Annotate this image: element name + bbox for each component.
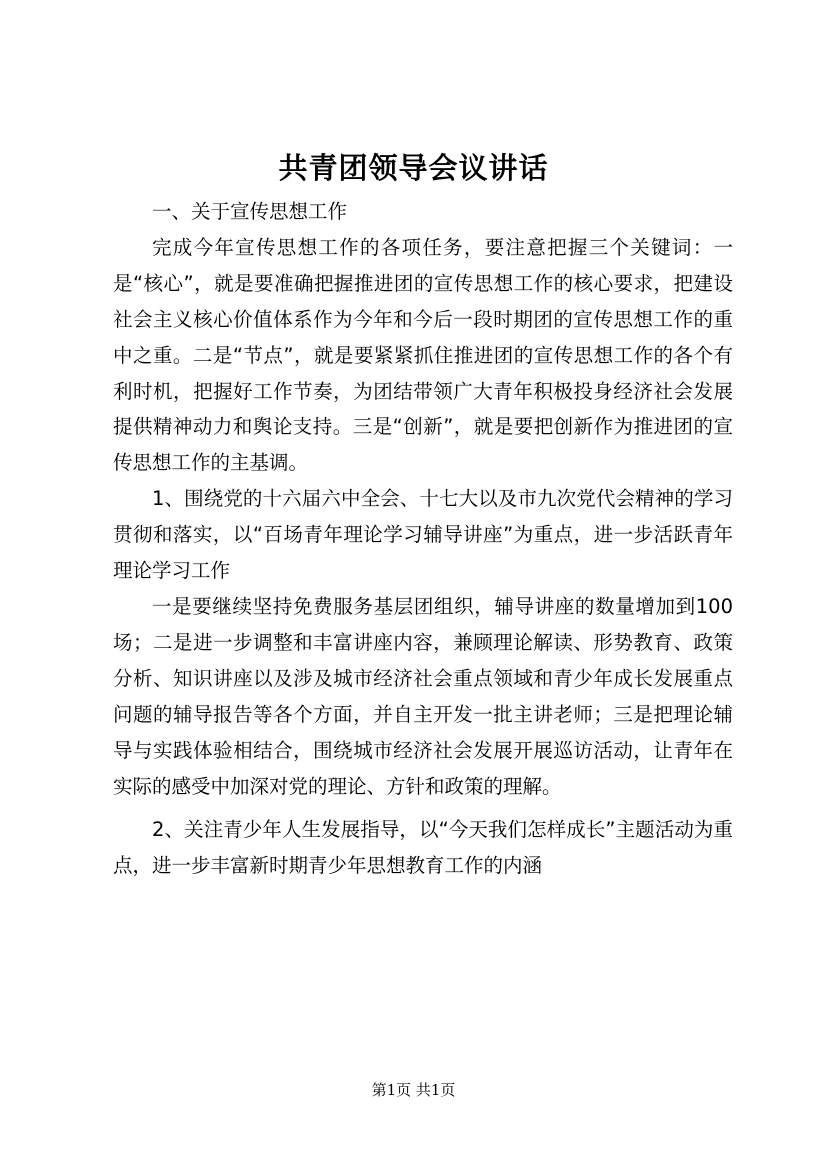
paragraph: 1、围绕党的十六届六中全会、十七大以及市九次党代会精神的学习贯彻和落实，以“百场青年理论学习辅导讲座”为重点，进一步活跃青年理论学习工作 [113, 487, 733, 583]
section-heading: 一、关于宣传思想工作 [152, 200, 348, 223]
paragraph: 完成今年宣传思想工作的各项任务，要注意把握三个关键词：一是“核心”，就是要准确把握推进团的宣传思想工作的核心要求，把建设社会主义核心价值体系作为今年和今后一段时期团的宣传思想工作的重中之重。二是“节点”，就是要紧紧抓住推进团的宣传思想工作的各个有利时机，把握好工作节奏，为团结带领广大青年积极投身经济社会发展提供精神动力和舆论支持。三是“创新”，就是要把创新作为推进团的宣传思想工作的主基调。 [113, 235, 733, 475]
document-body [113, 194, 733, 884]
document-title: 共青团领导会议讲话 [278, 151, 549, 185]
paragraph: 一是要继续坚持免费服务基层团组织，辅导讲座的数量增加到100场；二是进一步调整和丰富讲座内容，兼顾理论解读、形势教育、政策分析、知识讲座以及涉及城市经济社会重点领域和青少年成长发展重点问题的辅导报告等各个方面，并自主开发一批主讲老师；三是把理论辅导与实践体验相结合，围绕城市经济社会发展开展巡访活动，让青年在实际的感受中加深对党的理论、方针和政策的理解。 [113, 594, 733, 798]
page-number: 第1页 共1页 [371, 1081, 456, 1099]
paragraph: 2、关注青少年人生发展指导，以“今天我们怎样成长”主题活动为重点，进一步丰富新时期青少年思想教育工作的内涵 [113, 818, 733, 878]
